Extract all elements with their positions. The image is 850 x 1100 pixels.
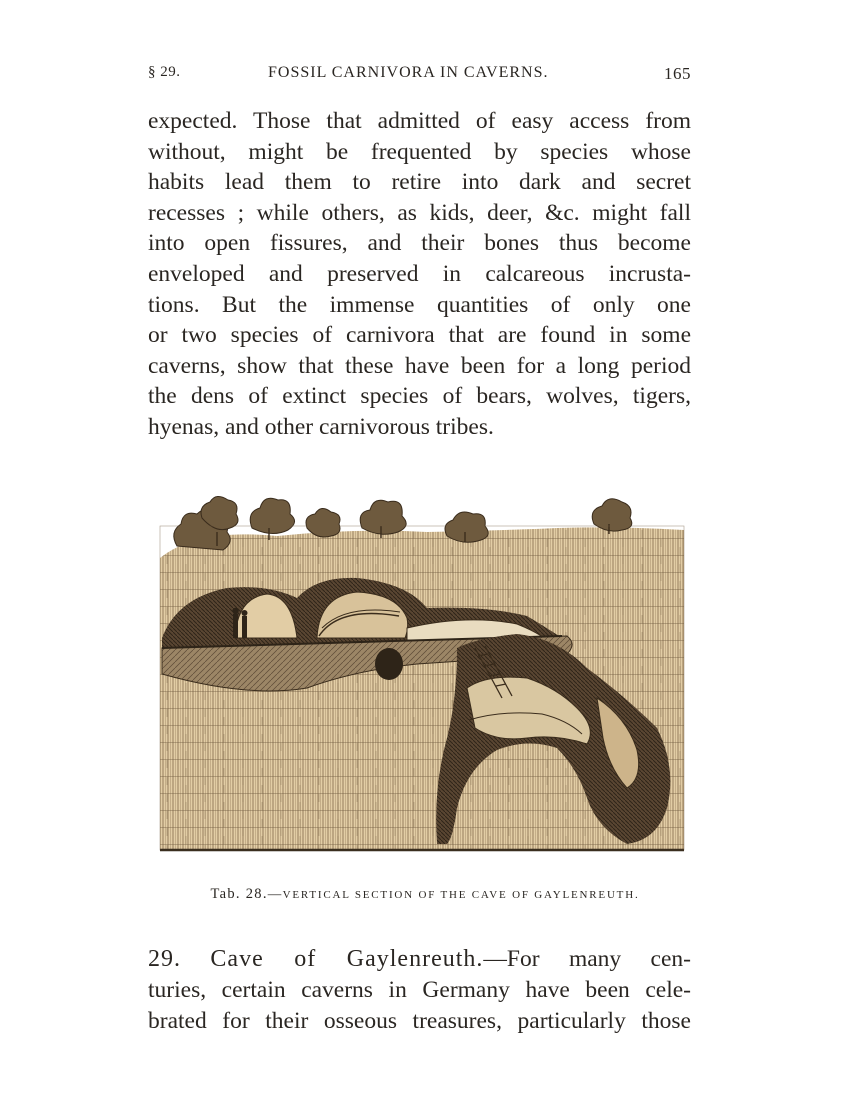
section-number: 29. (148, 946, 181, 972)
text-line: tions. But the immense quantities of only one (148, 291, 691, 318)
text-line: For many cen- (506, 946, 691, 972)
text-line: caverns, show that these have been for a long period (148, 352, 691, 379)
body-paragraph (148, 106, 691, 443)
figure-caption (160, 886, 690, 903)
text-line: turies, certain caverns in Germany have been cele- (148, 977, 691, 1003)
section-dash: — (483, 946, 507, 972)
chapter-title: FOSSIL CARNIVORA IN CAVERNS. (268, 64, 549, 81)
section-first-line (148, 944, 691, 975)
section-heading: Cave of Gaylenreuth. (210, 946, 484, 972)
text-line: the dens of extinct species of bears, wolves, tigers, (148, 383, 691, 410)
text-line: brated for their osseous treasures, particularly those (148, 1008, 691, 1034)
engraving-illustration (157, 488, 687, 854)
cave-section-engraving (157, 488, 687, 854)
text-line: hyenas, and other carnivorous tribes. (148, 413, 494, 440)
text-line: into open fissures, and their bones thus become (148, 230, 691, 257)
caption-text: VERTICAL SECTION OF THE CAVE OF GAYLENREUTH. (282, 889, 640, 901)
page-number: 165 (664, 64, 691, 83)
text-line: recesses ; while others, as kids, deer, &c. might fall (148, 199, 691, 226)
text-line: without, might be frequented by species whose (148, 138, 691, 165)
caption-label: Tab. 28. (210, 886, 268, 902)
section-29 (148, 944, 691, 1037)
section-marker: § 29. (148, 64, 181, 80)
text-line: expected. Those that admitted of easy access from (148, 108, 691, 134)
text-line: enveloped and preserved in calcareous incrusta- (148, 260, 691, 287)
text-line: habits lead them to retire into dark and secret (148, 169, 691, 196)
running-head (148, 64, 691, 88)
caption-dash: — (267, 886, 283, 901)
text-line: or two species of carnivora that are found in some (148, 322, 691, 349)
